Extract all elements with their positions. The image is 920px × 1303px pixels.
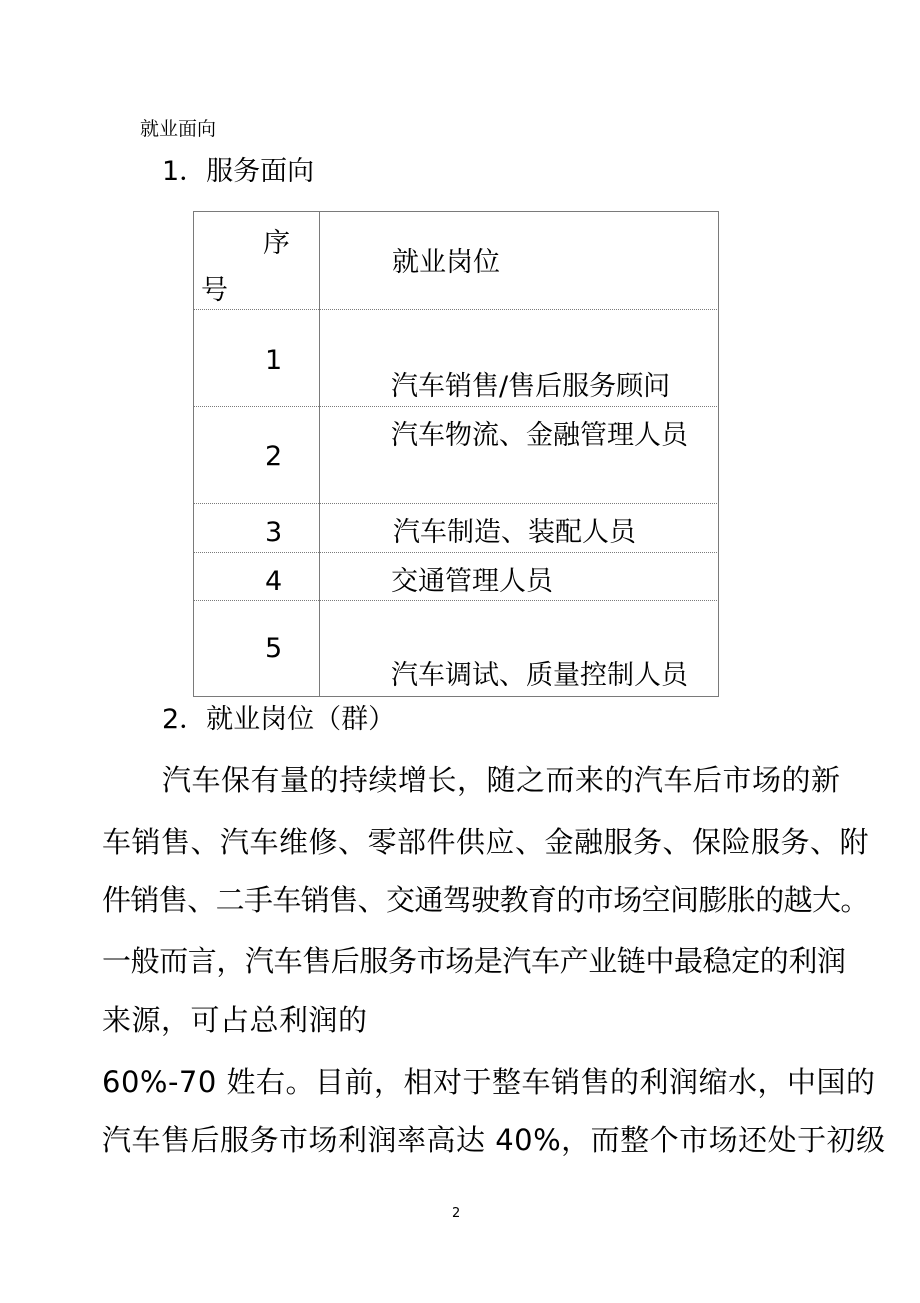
row-5-job: 汽车调试、质量控制人员 <box>391 660 688 691</box>
row-4-job: 交通管理人员 <box>391 566 553 597</box>
page-number: 2 <box>452 1206 461 1221</box>
table-column-divider <box>319 211 320 697</box>
paragraph-line: 一般而言，汽车售后服务市场是汽车产业链中最稳定的利润 <box>102 944 846 978</box>
paragraph-line: 汽车保有量的持续增长，随之而来的汽车后市场的新 <box>162 763 841 797</box>
row-1-job: 汽车销售/售后服务顾问 <box>391 371 671 402</box>
heading-service-orientation: 1．服务面向 <box>162 156 315 187</box>
row-1-no: 1 <box>265 345 283 376</box>
jobs-table <box>193 211 719 697</box>
row-4-no: 4 <box>265 566 283 597</box>
table-row-divider <box>193 406 719 407</box>
table-row-divider <box>193 552 719 553</box>
header-serial-line2: 号 <box>201 275 228 306</box>
table-row-divider <box>193 309 719 310</box>
table-row-divider <box>193 600 719 601</box>
row-2-no: 2 <box>265 441 283 472</box>
paragraph-line: 60%-70 姓右。目前，相对于整车销售的利润缩水，中国的 <box>102 1065 876 1099</box>
section-title: 就业面向 <box>140 118 217 140</box>
row-2-job: 汽车物流、金融管理人员 <box>391 420 688 451</box>
row-5-no: 5 <box>265 633 283 664</box>
table-row-divider <box>193 503 719 504</box>
paragraph-line: 件销售、二手车销售、交通驾驶教育的市场空间膨胀的越大。 <box>102 883 869 917</box>
heading-job-group: 2．就业岗位（群） <box>162 704 396 735</box>
paragraph-line: 车销售、汽车维修、零部件供应、金融服务、保险服务、附 <box>102 825 870 859</box>
paragraph-line: 来源，可占总利润的 <box>102 1003 368 1037</box>
row-3-no: 3 <box>265 517 283 548</box>
header-job: 就业岗位 <box>392 247 500 278</box>
row-3-job: 汽车制造、装配人员 <box>393 517 636 548</box>
paragraph-line: 汽车售后服务市场利润率高达 40%，而整个市场还处于初级 <box>102 1123 886 1157</box>
header-serial-line1: 序 <box>263 228 290 259</box>
